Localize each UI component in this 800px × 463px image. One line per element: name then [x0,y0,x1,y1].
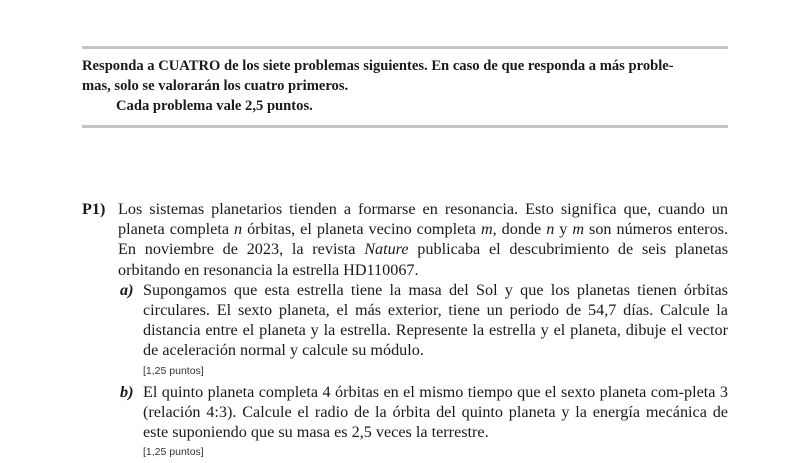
instructions-line-1: Responda a CUATRO de los siete problemas siguientes. En caso de que responda a más proble- [82,58,674,74]
intro-text-4: y [554,220,573,239]
intro-text-3: , donde [492,220,547,239]
var-n-2: n [546,220,555,239]
bottom-divider [82,125,728,128]
instructions-line-3: Cada problema vale 2,5 puntos. [116,98,313,114]
var-m: m [480,220,493,239]
intro-text-6: publicaba el descubrimiento de seis planetas orbitando en resonancia la estrella HD110067. [118,240,728,279]
points-label: [1,25 puntos] [143,446,204,459]
var-n: n [234,220,243,239]
top-divider [82,46,728,49]
subproblem-a [118,280,728,378]
intro-text-1: Los sistemas planetarios tienden a formarse en resonancia. Esto significa que, cuando un planeta completa [118,200,728,239]
subproblem-text: El quinto planeta completa 4 órbitas en el mismo tiempo que el sexto planeta com-pleta 3 (relación 4:3). Calcule el radio de la órbita del quinto planeta y la energía mecánica de este suponiendo que su masa es 2,5 veces la terrestre. [143,382,728,442]
journal-name: Nature [364,240,409,259]
subproblem-letter: b) [120,382,134,401]
intro-text-5: son números enteros. En noviembre de 2023, la revista [118,220,729,259]
points-label: [1,25 puntos] [143,364,204,377]
problem-intro [118,199,728,280]
exam-instructions [82,56,728,116]
subproblem-b [118,382,728,460]
var-m-2: m [572,220,585,239]
subproblem-letter: a) [120,280,134,299]
subproblem-text: Supongamos que esta estrella tiene la masa del Sol y que los planetas tienen órbitas circulares. El sexto planeta, el más exterior, tiene un periodo de 54,7 días. Calcule la distancia entre el planeta y la estrella. Represente la estrella y el planeta, dibuje el vector de aceleración normal y calcule su módulo. [143,280,728,360]
problem-body [118,199,728,459]
intro-text-2: órbitas, el planeta vecino completa [242,220,481,239]
instructions-line-2: mas, solo se valorarán los cuatro primeros. [82,78,349,94]
problem-label: P1) [82,200,106,218]
problem-p1 [82,199,728,463]
